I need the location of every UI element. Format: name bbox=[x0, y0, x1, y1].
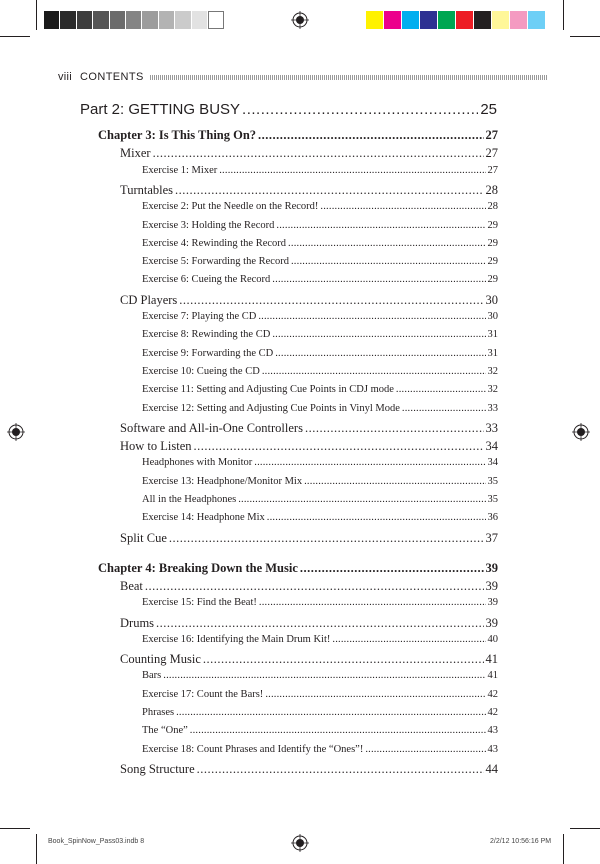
color-swatch bbox=[60, 11, 76, 29]
toc-entry-page: 36 bbox=[487, 512, 498, 524]
toc-entry-page: 39 bbox=[485, 560, 498, 575]
toc-section-entry bbox=[120, 421, 498, 436]
toc-entry-title: Exercise 6: Cueing the Record bbox=[142, 274, 271, 286]
color-swatch bbox=[208, 11, 224, 29]
toc-entry-title: Split Cue bbox=[120, 530, 167, 545]
color-swatch bbox=[175, 11, 191, 29]
dot-leader bbox=[203, 652, 484, 667]
dot-leader bbox=[262, 366, 486, 377]
toc-section-entry bbox=[120, 439, 498, 454]
dot-leader bbox=[238, 494, 485, 505]
toc-entry-page: 43 bbox=[487, 725, 498, 737]
toc-exercise-entry bbox=[142, 366, 498, 377]
toc-entry-page: 43 bbox=[487, 743, 498, 755]
toc-exercise-entry bbox=[142, 220, 498, 231]
toc-entry-page: 31 bbox=[487, 347, 498, 359]
toc-entry-page: 29 bbox=[487, 219, 498, 231]
toc-entry-title: Headphones with Monitor bbox=[142, 457, 253, 469]
dot-leader bbox=[176, 707, 485, 718]
toc-section-entry bbox=[120, 616, 498, 631]
color-swatch bbox=[528, 11, 546, 29]
crop-mark bbox=[36, 834, 37, 864]
dot-leader bbox=[197, 762, 484, 777]
toc-entry-page: 34 bbox=[485, 439, 498, 454]
dot-leader bbox=[194, 439, 484, 454]
dot-leader bbox=[242, 101, 478, 118]
running-head-label: CONTENTS bbox=[80, 71, 144, 83]
toc-entry-page: 32 bbox=[487, 384, 498, 396]
dot-leader bbox=[265, 689, 485, 700]
color-swatch bbox=[77, 11, 93, 29]
dot-leader bbox=[305, 421, 484, 436]
toc-entry-title: Song Structure bbox=[120, 761, 195, 776]
toc-entry-title: Phrases bbox=[142, 707, 175, 718]
color-swatch bbox=[384, 11, 402, 29]
toc-entry-title: Exercise 13: Headphone/Monitor Mix bbox=[142, 475, 303, 487]
registration-mark-icon bbox=[291, 834, 309, 852]
toc-part-entry bbox=[80, 101, 497, 118]
toc-entry-title: The “One” bbox=[142, 725, 188, 737]
dot-leader bbox=[272, 274, 485, 285]
toc-entry-title: All in the Headphones bbox=[142, 494, 237, 505]
toc-exercise-entry bbox=[142, 201, 498, 212]
toc-entry-page: 35 bbox=[487, 494, 498, 505]
toc-exercise-entry bbox=[142, 634, 498, 645]
process-color-bar bbox=[366, 11, 564, 29]
toc-entry-page: 29 bbox=[487, 237, 498, 249]
color-swatch bbox=[366, 11, 384, 29]
header-rule bbox=[150, 75, 548, 80]
dot-leader bbox=[156, 616, 483, 631]
toc-section-entry bbox=[120, 652, 498, 667]
color-swatch bbox=[438, 11, 456, 29]
toc-entry-page: 39 bbox=[485, 578, 498, 593]
toc-entry-title: Exercise 9: Forwarding the CD bbox=[142, 347, 274, 359]
toc-entry-page: 28 bbox=[485, 182, 498, 197]
registration-mark-icon bbox=[7, 423, 25, 441]
dot-leader bbox=[258, 311, 485, 322]
dot-leader bbox=[267, 512, 486, 523]
toc-entry-title: Exercise 18: Count Phrases and Identify the “Ones”! bbox=[142, 743, 364, 755]
toc-exercise-entry bbox=[142, 597, 498, 608]
color-swatch bbox=[126, 11, 142, 29]
toc-exercise-entry bbox=[142, 348, 498, 359]
color-swatch bbox=[420, 11, 438, 29]
toc-entry-title: Exercise 4: Rewinding the Record bbox=[142, 237, 287, 249]
toc-entry-title: How to Listen bbox=[120, 439, 192, 454]
toc-exercise-entry bbox=[142, 256, 498, 267]
toc-section-entry bbox=[120, 146, 498, 161]
toc-section-entry bbox=[120, 762, 498, 777]
toc-entry-page: 29 bbox=[487, 274, 498, 286]
toc-exercise-entry bbox=[142, 311, 498, 322]
dot-leader bbox=[304, 476, 485, 487]
toc-entry-page: 44 bbox=[485, 761, 498, 776]
toc-entry-page: 33 bbox=[487, 402, 498, 414]
toc-exercise-entry bbox=[142, 494, 498, 505]
toc-entry-page: 27 bbox=[485, 146, 498, 161]
toc-exercise-entry bbox=[142, 384, 498, 395]
toc-entry-title: Chapter 3: Is This Thing On? bbox=[98, 128, 257, 142]
dot-leader bbox=[291, 256, 486, 267]
toc-entry-title: Beat bbox=[120, 578, 143, 593]
dot-leader bbox=[163, 670, 485, 681]
color-swatch bbox=[159, 11, 175, 29]
toc-entry-page: 41 bbox=[487, 670, 498, 682]
toc-exercise-entry bbox=[142, 329, 498, 340]
toc-exercise-entry bbox=[142, 403, 498, 414]
toc-entry-title: Bars bbox=[142, 670, 162, 682]
toc-exercise-entry bbox=[142, 707, 498, 718]
color-swatch bbox=[142, 11, 158, 29]
toc-entry-title: Exercise 10: Cueing the CD bbox=[142, 365, 260, 377]
dot-leader bbox=[175, 183, 483, 198]
toc-entry-page: 29 bbox=[487, 256, 498, 268]
toc-exercise-entry bbox=[142, 238, 498, 249]
toc-exercise-entry bbox=[142, 689, 498, 700]
dot-leader bbox=[145, 579, 484, 594]
toc-exercise-entry bbox=[142, 725, 498, 736]
dot-leader bbox=[272, 329, 485, 340]
dot-leader bbox=[153, 146, 484, 161]
toc-entry-page: 34 bbox=[487, 457, 498, 469]
toc-exercise-entry bbox=[142, 744, 498, 755]
toc-entry-page: 31 bbox=[487, 329, 498, 341]
toc-entry-title: Exercise 17: Count the Bars! bbox=[142, 688, 264, 700]
toc-entry-page: 35 bbox=[487, 475, 498, 487]
dot-leader bbox=[402, 403, 486, 414]
toc-entry-page: 32 bbox=[487, 365, 498, 377]
toc-entry-title: Exercise 7: Playing the CD bbox=[142, 311, 257, 322]
toc-entry-page: 39 bbox=[485, 615, 498, 630]
toc-entry-title: Mixer bbox=[120, 146, 151, 161]
grayscale-color-bar bbox=[44, 11, 224, 29]
crop-mark bbox=[563, 0, 564, 30]
toc-exercise-entry bbox=[142, 670, 498, 681]
dot-leader bbox=[276, 220, 485, 231]
color-swatch bbox=[44, 11, 60, 29]
toc-entry-title: Drums bbox=[120, 615, 155, 630]
toc-entry-page: 30 bbox=[485, 292, 498, 307]
dot-leader bbox=[275, 348, 485, 359]
crop-mark bbox=[570, 828, 600, 829]
toc-entry-page: 40 bbox=[487, 633, 498, 645]
toc-section-entry bbox=[120, 579, 498, 594]
toc-exercise-entry bbox=[142, 457, 498, 468]
page-folio: viii bbox=[58, 71, 73, 83]
color-swatch bbox=[510, 11, 528, 29]
dot-leader bbox=[396, 384, 486, 395]
toc-entry-title: Exercise 15: Find the Beat! bbox=[142, 597, 257, 609]
toc-entry-title: Turntables bbox=[120, 182, 174, 197]
toc-entry-page: 27 bbox=[487, 164, 498, 176]
dot-leader bbox=[288, 238, 485, 249]
toc-entry-page: 42 bbox=[487, 688, 498, 700]
footer-timestamp: 2/2/12 10:56:16 PM bbox=[490, 838, 552, 845]
toc-entry-page: 33 bbox=[485, 420, 498, 435]
toc-section-entry bbox=[120, 183, 498, 198]
toc-chapter-entry bbox=[98, 561, 498, 576]
footer-file-slug: Book_SpinNow_Pass03.indb 8 bbox=[48, 838, 145, 845]
dot-leader bbox=[332, 634, 485, 645]
dot-leader bbox=[190, 725, 486, 736]
toc-entry-title: Part 2: GETTING BUSY bbox=[80, 101, 241, 118]
toc-section-entry bbox=[120, 293, 498, 308]
toc-entry-page: 25 bbox=[480, 101, 497, 118]
registration-mark-icon bbox=[291, 11, 309, 29]
toc-entry-title: Exercise 8: Rewinding the CD bbox=[142, 329, 271, 341]
toc-exercise-entry bbox=[142, 476, 498, 487]
color-swatch bbox=[492, 11, 510, 29]
toc-entry-page: 42 bbox=[487, 707, 498, 718]
color-swatch bbox=[402, 11, 420, 29]
toc-entry-page: 27 bbox=[485, 128, 498, 142]
toc-section-entry bbox=[120, 531, 498, 546]
crop-mark bbox=[570, 36, 600, 37]
color-swatch bbox=[546, 11, 564, 29]
toc-entry-title: Exercise 14: Headphone Mix bbox=[142, 512, 265, 524]
toc-entry-title: CD Players bbox=[120, 292, 178, 307]
color-swatch bbox=[456, 11, 474, 29]
crop-mark bbox=[563, 834, 564, 864]
dot-leader bbox=[169, 531, 484, 546]
dot-leader bbox=[254, 457, 485, 468]
toc-entry-title: Exercise 2: Put the Needle on the Record! bbox=[142, 201, 319, 213]
registration-mark-icon bbox=[572, 423, 590, 441]
toc-entry-title: Exercise 12: Setting and Adjusting Cue Points in Vinyl Mode bbox=[142, 402, 400, 414]
dot-leader bbox=[300, 561, 484, 576]
dot-leader bbox=[320, 201, 485, 212]
running-head bbox=[58, 69, 548, 85]
toc-entry-title: Chapter 4: Breaking Down the Music bbox=[98, 560, 298, 575]
toc-entry-page: 41 bbox=[485, 652, 498, 667]
dot-leader bbox=[259, 597, 486, 608]
toc-entry-title: Exercise 3: Holding the Record bbox=[142, 219, 275, 231]
dot-leader bbox=[179, 293, 483, 308]
toc-entry-title: Exercise 1: Mixer bbox=[142, 164, 218, 176]
toc-entry-title: Software and All-in-One Controllers bbox=[120, 420, 303, 435]
color-swatch bbox=[474, 11, 492, 29]
crop-mark bbox=[36, 0, 37, 30]
color-swatch bbox=[110, 11, 126, 29]
toc-exercise-entry bbox=[142, 165, 498, 176]
toc-entry-title: Counting Music bbox=[120, 652, 201, 667]
toc-exercise-entry bbox=[142, 512, 498, 523]
dot-leader bbox=[365, 744, 485, 755]
toc-entry-title: Exercise 11: Setting and Adjusting Cue Points in CDJ mode bbox=[142, 384, 394, 396]
dot-leader bbox=[258, 128, 483, 143]
toc-chapter-entry bbox=[98, 128, 498, 143]
dot-leader bbox=[219, 165, 485, 176]
color-swatch bbox=[192, 11, 208, 29]
crop-mark bbox=[0, 36, 30, 37]
toc-entry-page: 28 bbox=[487, 201, 498, 213]
toc-entry-page: 37 bbox=[485, 530, 498, 545]
toc-entry-page: 39 bbox=[487, 597, 498, 609]
toc-entry-page: 30 bbox=[487, 311, 498, 322]
toc-entry-title: Exercise 16: Identifying the Main Drum Kit! bbox=[142, 633, 331, 645]
toc-entry-title: Exercise 5: Forwarding the Record bbox=[142, 256, 289, 268]
toc-exercise-entry bbox=[142, 274, 498, 285]
color-swatch bbox=[93, 11, 109, 29]
crop-mark bbox=[0, 828, 30, 829]
